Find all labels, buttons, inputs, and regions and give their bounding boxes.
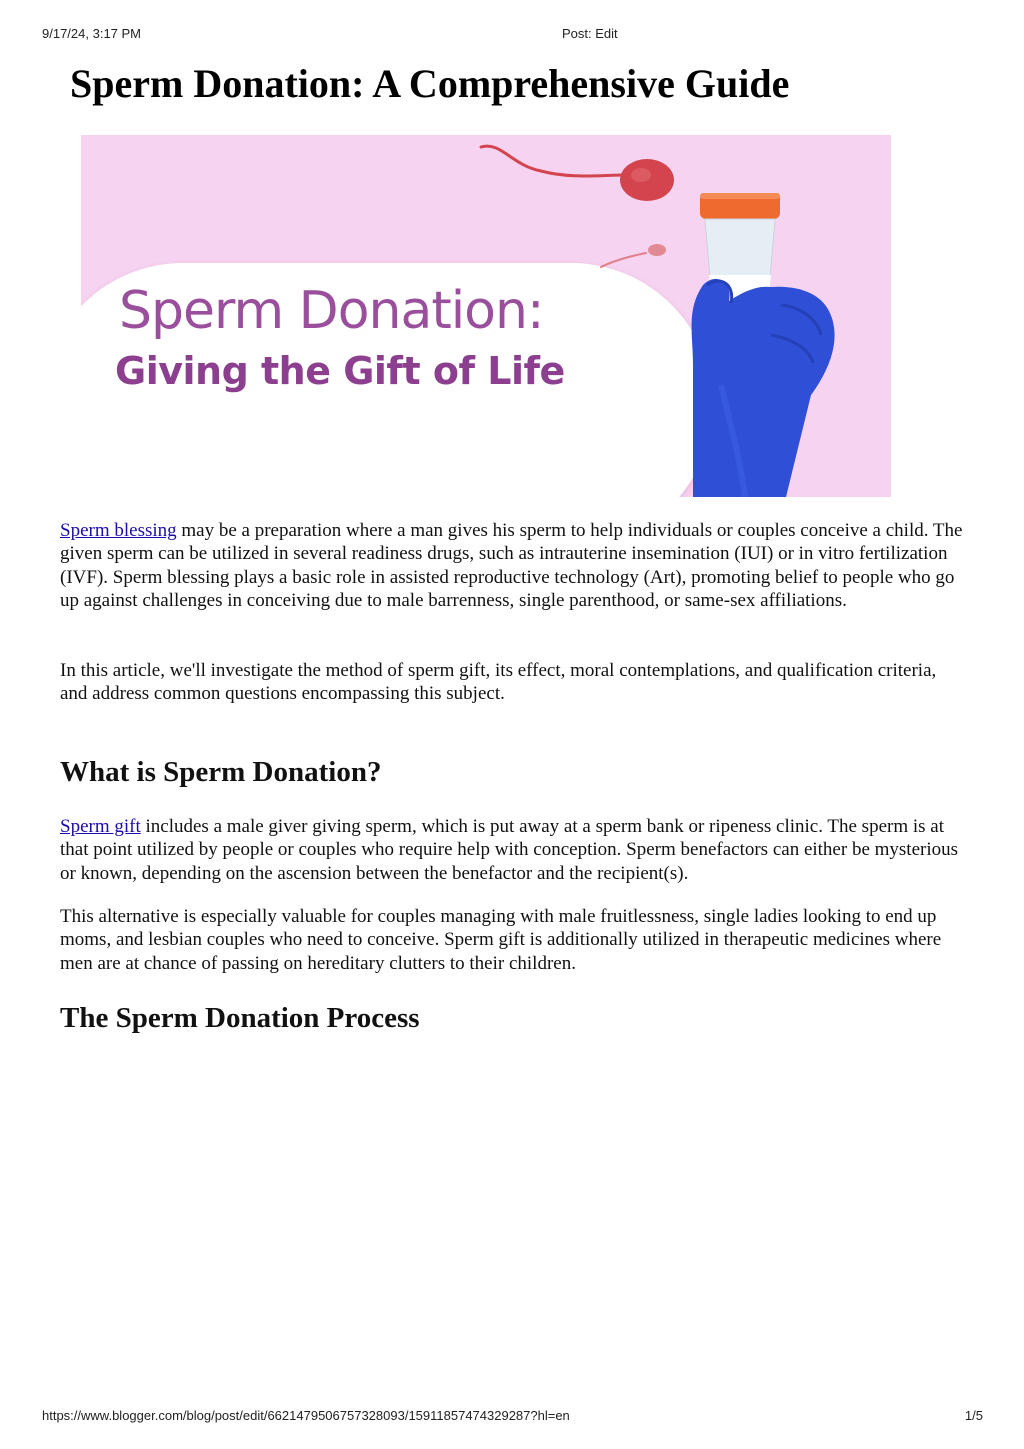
print-page-title: Post: Edit: [562, 26, 618, 41]
post-title: Sperm Donation: A Comprehensive Guide: [70, 61, 790, 106]
gloved-hand-icon: [692, 279, 835, 497]
print-header: [0, 26, 1024, 44]
benefits-paragraph: This alternative is especially valuable for couples managing with male fruitlessness, single ladies looking to end up moms, and lesbian couples who need to conceive. Sperm gift is additionally utilized in therapeutic medicines where men are at chance of passing on hereditary clutters to their children.: [60, 906, 942, 974]
hero-image: [81, 135, 891, 497]
hero-illustration: [81, 135, 891, 497]
hero-subheadline: Giving the Gift of Life: [115, 349, 565, 393]
sperm-small-icon: [601, 244, 666, 267]
intro-paragraph: [60, 519, 964, 612]
print-footer: [0, 1408, 1024, 1426]
sperm-large-icon: [481, 146, 674, 201]
section-heading-what-is: What is Sperm Donation?: [60, 756, 382, 788]
print-datetime: 9/17/24, 3:17 PM: [42, 26, 142, 41]
sperm-gift-link[interactable]: Sperm gift: [60, 816, 141, 837]
intro-paragraph-text: may be a preparation where a man gives his sperm to help individuals or couples conceive a child. The given sperm can be utilized in several readiness drugs, such as intrauterine insemination (IUI) or in vitro fertilization (IVF). Sperm blessing plays a basic role in assisted reproductive technology (Art), promoting belief to people who go up against challenges in conceiving due to male barrenness, single parenthood, or same-sex affiliations.: [60, 520, 963, 611]
section-heading-process: The Sperm Donation Process: [60, 1002, 420, 1034]
sperm-blessing-link[interactable]: Sperm blessing: [60, 520, 177, 541]
hero-headline: Sperm Donation:: [119, 281, 544, 341]
article-overview-paragraph: In this article, we'll investigate the method of sperm gift, its effect, moral contemplations, and qualification criteria, and address common questions encompassing this subject.: [60, 660, 937, 705]
print-page-number: 1/5: [964, 1408, 983, 1423]
definition-paragraph-text: includes a male giver giving sperm, which is put away at a sperm bank or ripeness clinic. The sperm is at that point utilized by people or couples who require help with conception. Sperm benefactors can either be mysterious or known, depending on the ascension between the benefactor and the recipient(s).: [60, 816, 959, 884]
print-url: https://www.blogger.com/blog/post/edit/6621479506757328093/1591185747432928​7?hl=en: [42, 1408, 570, 1423]
definition-paragraph: [60, 815, 964, 885]
